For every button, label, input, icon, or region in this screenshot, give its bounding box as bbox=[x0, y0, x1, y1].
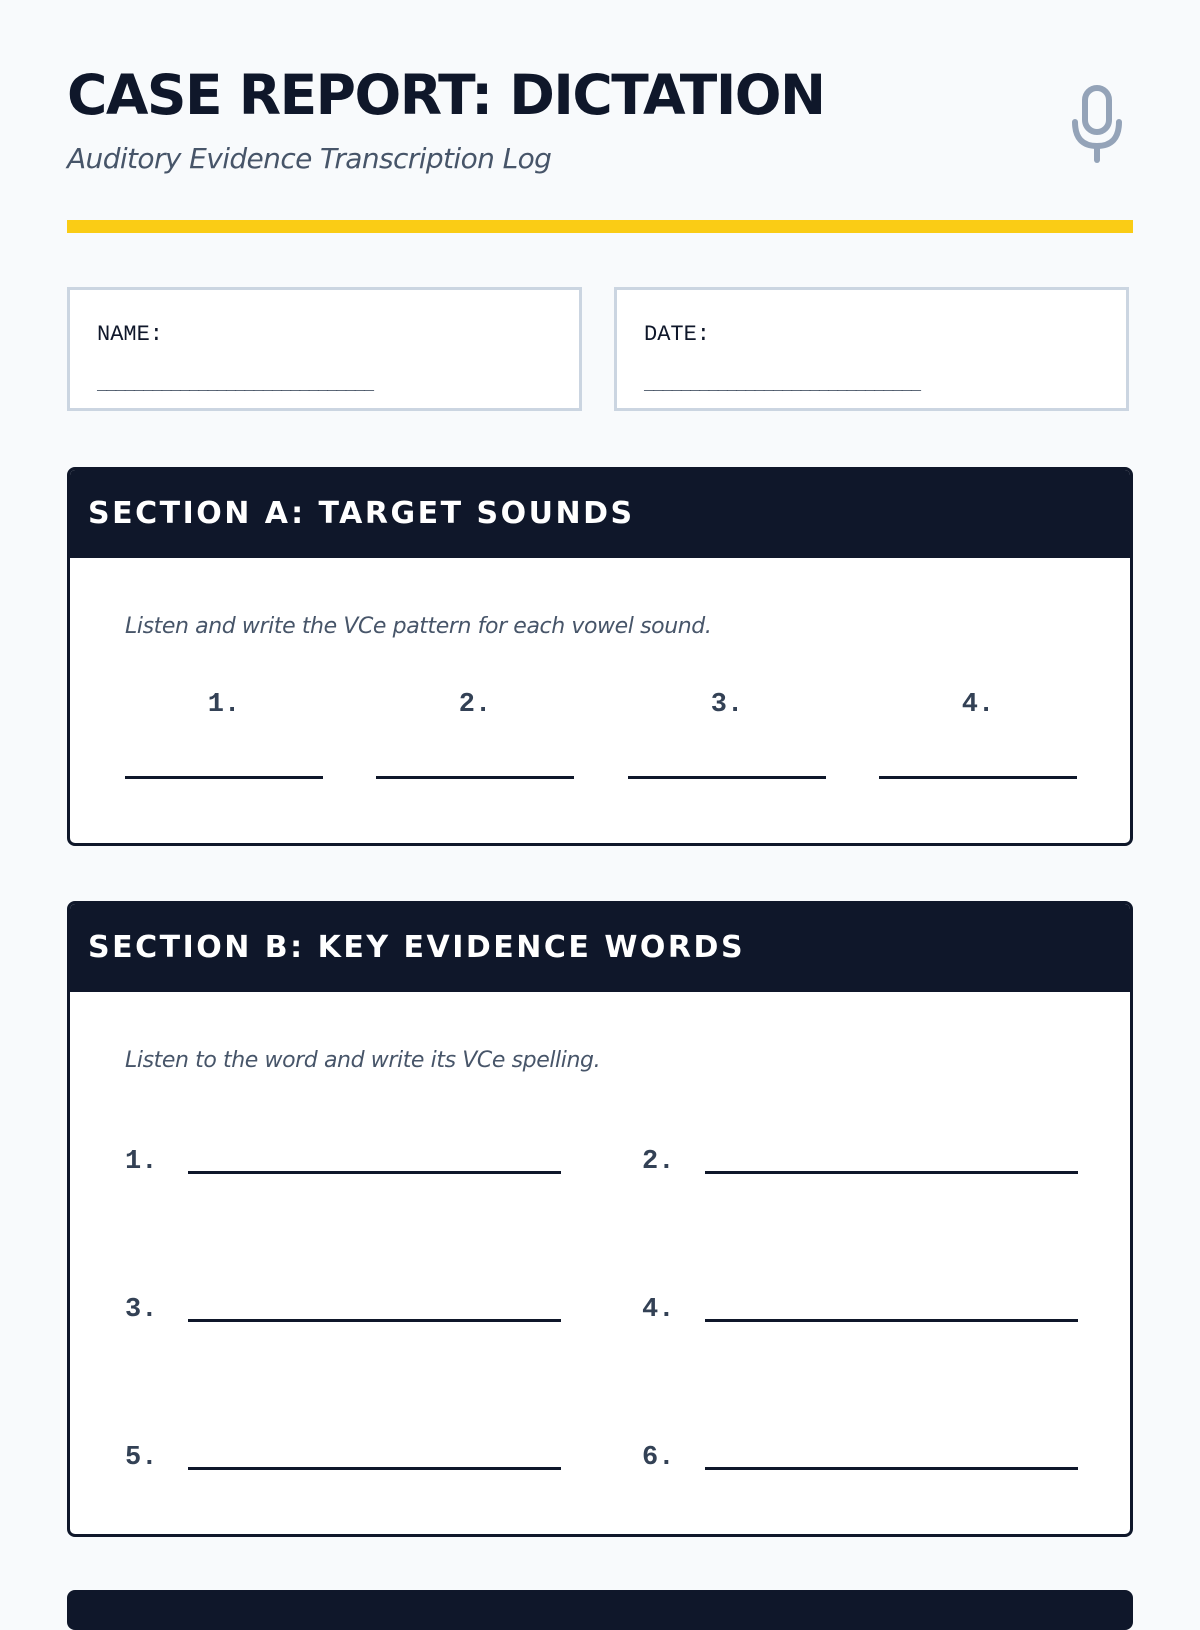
item-number: 2. bbox=[642, 1147, 675, 1177]
word-item-5 bbox=[125, 1443, 565, 1483]
item-number: 6. bbox=[642, 1443, 675, 1473]
worksheet-page bbox=[67, 0, 1133, 1473]
answer-line[interactable] bbox=[628, 776, 826, 779]
answer-line[interactable] bbox=[705, 1319, 1078, 1322]
item-number: 1. bbox=[125, 1147, 158, 1177]
answer-line[interactable] bbox=[188, 1319, 561, 1322]
header bbox=[67, 0, 1133, 220]
name-field[interactable] bbox=[67, 287, 582, 411]
answer-line[interactable] bbox=[879, 776, 1077, 779]
name-blank: ______________________________ bbox=[97, 376, 374, 395]
item-number: 4. bbox=[961, 690, 995, 720]
item-number: 1. bbox=[207, 690, 241, 720]
accent-rule bbox=[67, 220, 1133, 233]
item-number: 5. bbox=[125, 1443, 158, 1473]
date-field[interactable] bbox=[614, 287, 1129, 411]
section-c-header-partial bbox=[67, 1590, 1133, 1630]
item-number: 3. bbox=[710, 690, 744, 720]
word-item-1 bbox=[125, 1147, 565, 1187]
item-number: 3. bbox=[125, 1295, 158, 1325]
section-a bbox=[67, 467, 1133, 846]
page-title: CASE REPORT: DICTATION bbox=[67, 63, 825, 127]
word-item-3 bbox=[125, 1295, 565, 1335]
word-item-4 bbox=[642, 1295, 1082, 1335]
section-b bbox=[67, 901, 1133, 1537]
page-subtitle: Auditory Evidence Transcription Log bbox=[67, 142, 552, 175]
section-b-instruction: Listen to the word and write its VCe spelling. bbox=[125, 1048, 601, 1073]
item-number: 4. bbox=[642, 1295, 675, 1325]
date-blank: ______________________________ bbox=[644, 376, 921, 395]
word-item-6 bbox=[642, 1443, 1082, 1483]
section-b-title: SECTION B: KEY EVIDENCE WORDS bbox=[70, 904, 1130, 992]
microphone-icon bbox=[1067, 84, 1127, 164]
word-item-2 bbox=[642, 1147, 1082, 1187]
answer-line[interactable] bbox=[125, 776, 323, 779]
answer-line[interactable] bbox=[188, 1171, 561, 1174]
item-number: 2. bbox=[458, 690, 492, 720]
name-label: NAME: bbox=[97, 322, 164, 347]
answer-line[interactable] bbox=[188, 1467, 561, 1470]
date-label: DATE: bbox=[644, 322, 711, 347]
section-a-title: SECTION A: TARGET SOUNDS bbox=[70, 470, 1130, 558]
answer-line[interactable] bbox=[705, 1171, 1078, 1174]
answer-line[interactable] bbox=[376, 776, 574, 779]
answer-line[interactable] bbox=[705, 1467, 1078, 1470]
section-a-instruction: Listen and write the VCe pattern for each vowel sound. bbox=[125, 614, 712, 639]
